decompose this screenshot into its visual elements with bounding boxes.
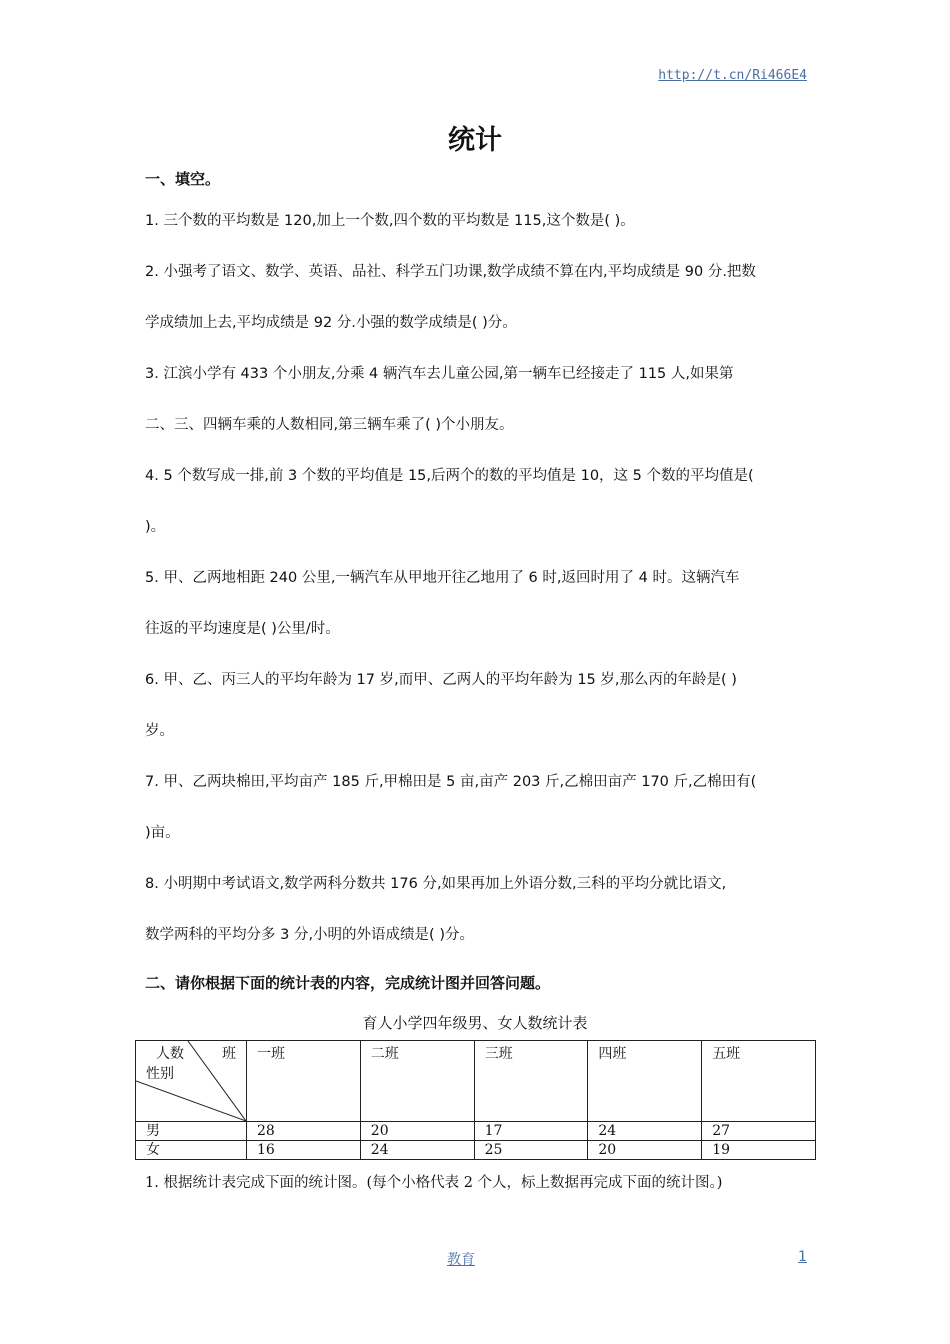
question-line: 3. 江滨小学有 433 个小朋友,分乘 4 辆汽车去儿童公园,第一辆车已经接走了 115 人,如果第: [145, 366, 734, 382]
question-line: )。: [145, 519, 166, 535]
column-header: 四班: [588, 1041, 702, 1122]
question-1: [145, 196, 807, 247]
corner-label-gender: 性别: [146, 1066, 174, 1082]
table-cell: 24: [360, 1141, 474, 1160]
footer-link[interactable]: 教育: [447, 1252, 475, 1268]
question-5: [145, 553, 807, 655]
question-line: 学成绩加上去,平均成绩是 92 分.小强的数学成绩是( )分。: [145, 315, 517, 331]
page-title: 统计: [448, 125, 502, 156]
column-header: 三班: [474, 1041, 588, 1122]
question-line: 5. 甲、乙两地相距 240 公里,一辆汽车从甲地开往乙地用了 6 时,返回时用了 4 时。这辆汽车: [145, 570, 740, 586]
column-header: 五班: [702, 1041, 816, 1122]
corner-label-count: 人数: [156, 1046, 184, 1062]
table-row: [136, 1122, 816, 1141]
table-cell: 19: [702, 1141, 816, 1160]
question-line: 4. 5 个数写成一排,前 3 个数的平均值是 15,后两个的数的平均值是 10，这 5 个数的平均值是(: [145, 468, 754, 484]
section-2-heading: 二、请你根据下面的统计表的内容，完成统计图并回答问题。: [145, 974, 551, 992]
column-header: 一班: [247, 1041, 361, 1122]
table-cell: 20: [360, 1122, 474, 1141]
question-line: 8. 小明期中考试语文,数学两科分数共 176 分,如果再加上外语分数,三科的平均分就比语文,: [145, 876, 727, 892]
row-label: 男: [136, 1122, 247, 1141]
table-cell: 17: [474, 1122, 588, 1141]
question-line: 2. 小强考了语文、数学、英语、品社、科学五门功课,数学成绩不算在内,平均成绩是 90 分.把数: [145, 264, 756, 280]
question-6: [145, 655, 807, 757]
stats-table: [135, 1040, 816, 1160]
table-title: 育人小学四年级男、女人数统计表: [362, 1014, 588, 1032]
column-header: 二班: [360, 1041, 474, 1122]
question-line: 1. 三个数的平均数是 120,加上一个数,四个数的平均数是 115,这个数是( )。: [145, 213, 635, 229]
table-cell: 28: [247, 1122, 361, 1141]
table-cell: 20: [588, 1141, 702, 1160]
question-4: [145, 451, 807, 553]
table-cell: 16: [247, 1141, 361, 1160]
table-cell: 24: [588, 1122, 702, 1141]
table-corner-cell: [136, 1041, 247, 1122]
table-cell: 25: [474, 1141, 588, 1160]
section-1-heading: 一、填空。: [145, 170, 221, 188]
table-header-row: [136, 1041, 816, 1122]
question-line: 往返的平均速度是( )公里/时。: [145, 621, 340, 637]
table-instruction: 1. 根据统计表完成下面的统计图。(每个小格代表 2 个人，标上数据再完成下面的统计图。): [145, 1175, 723, 1191]
question-line: 6. 甲、乙、丙三人的平均年龄为 17 岁,而甲、乙两人的平均年龄为 15 岁,那么丙的年龄是( ): [145, 672, 737, 688]
question-line: 二、三、四辆车乘的人数相同,第三辆车乘了( )个小朋友。: [145, 417, 514, 433]
question-7: [145, 757, 807, 859]
corner-label-class: 班: [222, 1046, 236, 1062]
question-line: 数学两科的平均分多 3 分,小明的外语成绩是( )分。: [145, 927, 474, 943]
question-2: [145, 247, 807, 349]
row-label: 女: [136, 1141, 247, 1160]
question-line: 岁。: [145, 723, 174, 739]
question-8: [145, 859, 807, 961]
page-number[interactable]: 1: [798, 1249, 807, 1265]
table-cell: 27: [702, 1122, 816, 1141]
question-3: [145, 349, 807, 451]
question-line: 7. 甲、乙两块棉田,平均亩产 185 斤,甲棉田是 5 亩,亩产 203 斤,乙棉田亩产 170 斤,乙棉田有(: [145, 774, 757, 790]
table-row: [136, 1141, 816, 1160]
header-link[interactable]: http://t.cn/Ri466E4: [658, 68, 807, 83]
question-line: )亩。: [145, 825, 180, 841]
